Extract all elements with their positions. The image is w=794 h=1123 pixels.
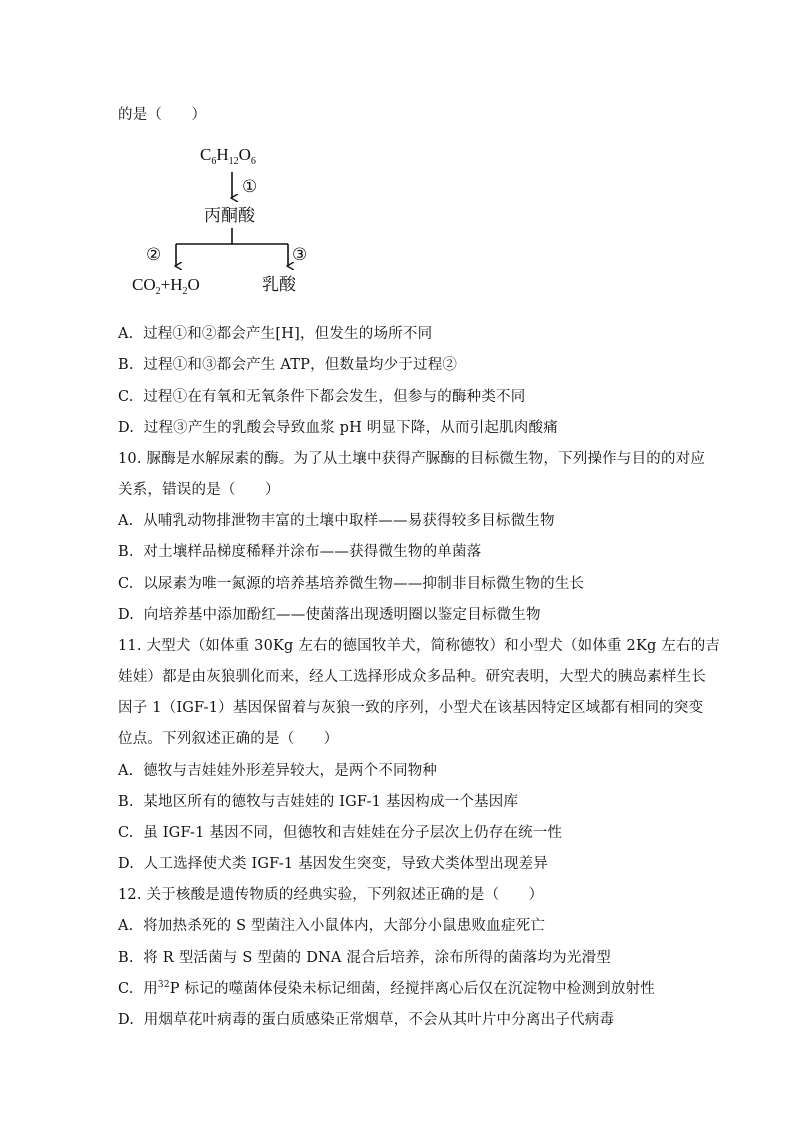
q12-option-c: C. 用$^{32}$P 标记的噬菌体侵染未标记细菌，经搅拌离心后仅在沉淀物中检测到放射性 [118,980,655,997]
q12-option-d: D. 用烟草花叶病毒的蛋白质感染正常烟草，不会从其叶片中分离出子代病毒 [118,1012,615,1028]
step-3-label: ③ [292,245,308,265]
q9-option-c: C. 过程①在有氧和无氧条件下都会发生，但参与的酶种类不同 [118,389,526,405]
q12-option-b: B. 将 R 型活菌与 S 型菌的 DNA 混合后培养，涂布所得的菌落均为光滑型 [118,950,611,966]
q12-option-a: A. 将加热杀死的 S 型菌注入小鼠体内，大部分小鼠患败血症死亡 [118,918,546,934]
q9-option-d: D. 过程③产生的乳酸会导致血浆 pH 明显下降，从而引起肌肉酸痛 [118,420,558,436]
q11-stem-line-2: 娃娃）都是由灰狼驯化而来，经人工选择形成众多品种。研究表明，大型犬的胰岛素样生长 [118,669,706,685]
q10-option-b: B. 对土壤样品梯度稀释并涂布——获得微生物的单菌落 [118,544,482,560]
q10-option-d: D. 向培养基中添加酚红——使菌落出现透明圈以鉴定目标微生物 [118,607,541,623]
q11-option-c: C. 虽 IGF-1 基因不同，但德牧和吉娃娃在分子层次上仍存在统一性 [118,825,563,841]
q11-option-b: B. 某地区所有的德牧与吉娃娃的 IGF-1 基因构成一个基因库 [118,794,519,810]
q10-stem-line-2: 关系，错误的是（ ） [118,482,280,498]
q9-option-a: A. 过程①和②都会产生[H]，但发生的场所不同 [118,326,433,342]
isotope-superscript: 32 [157,980,170,991]
q11-option-a: A. 德牧与吉娃娃外形差异较大，是两个不同物种 [118,763,438,779]
pathway-svg [120,138,330,303]
co2-h2o-label: $CO_2+H_2O$ [132,275,200,297]
step-2-label: ② [146,245,162,265]
question-9-stem-tail: 的是（ ） [118,107,207,123]
q11-stem-line-3: 因子 1（IGF-1）基因保留着与灰狼一致的序列，小型犬在该基因特定区域都有相同的突变 [118,700,704,716]
lactate-label: 乳酸 [262,275,296,295]
pyruvate-label: 丙酮酸 [204,206,255,226]
q10-option-c: C. 以尿素为唯一氮源的培养基培养微生物——抑制非目标微生物的生长 [118,576,585,592]
q11-stem-line-1: 11. 大型犬（如体重 30Kg 左右的德国牧羊犬，简称德牧）和小型犬（如体重 2Kg 左右的吉 [118,638,721,654]
q9-option-b: B. 过程①和③都会产生 ATP，但数量均少于过程② [118,357,458,373]
step-1-label: ① [242,177,258,197]
respiration-pathway-diagram [120,138,330,303]
q11-option-d: D. 人工选择使犬类 IGF-1 基因发生突变，导致犬类体型出现差异 [118,856,549,872]
q11-stem-line-4: 位点。下列叙述正确的是（ ） [118,731,339,747]
glucose-formula: $C_6H_{12}O_6$ [200,145,256,167]
q12-stem: 12. 关于核酸是遗传物质的经典实验，下列叙述正确的是（ ） [118,887,544,903]
q10-stem-line-1: 10. 脲酶是水解尿素的酶。为了从土壤中获得产脲酶的目标微生物，下列操作与目的的对应 [118,451,706,467]
q10-option-a: A. 从哺乳动物排泄物丰富的土壤中取样——易获得较多目标微生物 [118,513,555,529]
